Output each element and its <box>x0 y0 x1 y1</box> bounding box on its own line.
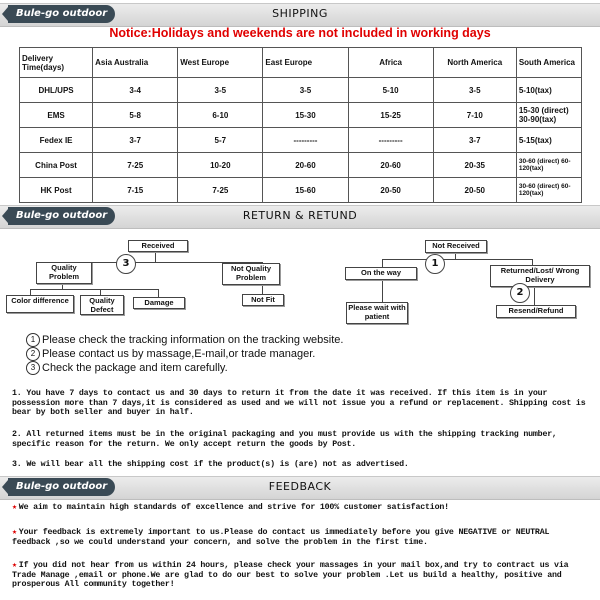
received-box: Received <box>128 240 188 252</box>
policy-paragraph-1: 1. You have 7 days to contact us and 30 days to return it from the date it was received. If this item is in your possession more than 7 days,it is considered as used and we will not issue you a refund or replacement. Shipping cost is bear by both seller and buyer in half. <box>12 389 586 418</box>
step-line-3 <box>26 361 228 375</box>
table-cell: 7-15 <box>93 178 178 203</box>
table-cell: 20-50 <box>433 178 516 203</box>
table-cell: 7-25 <box>178 178 263 203</box>
returns-title: RETURN & RETUND <box>242 209 358 222</box>
table-cell: 5-10 <box>348 78 433 103</box>
feedback-text: If you did not hear from us within 24 hours, please check your massages in your mail box,and try to contract us via Trade Manage ,email or phone.We are glad to do our best to solve your problem .Let us build a healthy, positive and prosperous All community together! <box>12 561 569 590</box>
policy-paragraph-2: 2. All returned items must be in the original packaging and you must provide us with the shipping tracking number, specific reason for the return. We only accept return the goods by Post. <box>12 430 557 449</box>
table-cell: 3-7 <box>433 128 516 153</box>
step-text: Please contact us by massage,E-mail,or trade manager. <box>42 347 316 360</box>
table-cell: 3-5 <box>178 78 263 103</box>
table-cell: 30-60 (direct) 60-120(tax) <box>516 153 581 178</box>
step-number: 2 <box>26 347 40 361</box>
star-icon: ★ <box>12 503 17 512</box>
table-cell: 3-5 <box>433 78 516 103</box>
brand-logo: Bule-go outdoor <box>8 478 115 496</box>
table-cell: 20-60 <box>263 153 348 178</box>
table-header-cell: East Europe <box>263 48 348 78</box>
step-text: Check the package and item carefully. <box>42 361 228 374</box>
please-wait-box: Please wait with patient <box>346 302 408 324</box>
step-line-2 <box>26 347 315 361</box>
brand-logo: Bule-go outdoor <box>8 5 115 23</box>
step-number: 1 <box>26 333 40 347</box>
shipping-header-band <box>0 3 600 27</box>
not-fit-box: Not Fit <box>242 294 284 306</box>
table-header-cell: Africa <box>348 48 433 78</box>
star-icon: ★ <box>12 561 17 570</box>
table-header-cell: Delivery Time(days) <box>20 48 93 78</box>
step-number: 3 <box>26 361 40 375</box>
table-cell: 15-60 <box>263 178 348 203</box>
feedback-text: Your feedback is extremely important to us.Please do contact us immediately before you give NEGATIVE or NEUTRAL feedback ,so we could understand your concern, and solve the problem in the first time. <box>12 528 550 547</box>
feedback-text: We aim to maintain high standards of excellence and strive for 100% customer satisfaction! <box>18 503 449 512</box>
policy-paragraph-3: 3. We will bear all the shipping cost if the product(s) is (are) not as advertised. <box>12 460 409 469</box>
table-cell: 30-60 (direct) 60-120(tax) <box>516 178 581 203</box>
table-cell: 3-4 <box>93 78 178 103</box>
step-3-circle: 3 <box>116 254 136 274</box>
table-header-cell: Asia Australia <box>93 48 178 78</box>
star-icon: ★ <box>12 528 17 537</box>
step-line-1 <box>26 333 343 347</box>
table-cell: 3-7 <box>93 128 178 153</box>
table-cell: 20-35 <box>433 153 516 178</box>
returns-header-band <box>0 205 600 229</box>
step-text: Please check the tracking information on the tracking website. <box>42 333 344 346</box>
color-difference-box: Color difference <box>6 295 74 313</box>
step-1-circle: 1 <box>425 254 445 274</box>
carrier-name: HK Post <box>20 178 93 203</box>
table-cell: 5-8 <box>93 103 178 128</box>
table-cell: --------- <box>263 128 348 153</box>
carrier-name: DHL/UPS <box>20 78 93 103</box>
table-cell: 7-25 <box>93 153 178 178</box>
shipping-notice: Notice:Holidays and weekends are not included in working days <box>109 26 491 40</box>
carrier-name: China Post <box>20 153 93 178</box>
quality-problem-box: Quality Problem <box>36 262 92 284</box>
feedback-header-band <box>0 476 600 500</box>
resend-refund-box: Resend/Refund <box>496 305 576 318</box>
table-cell: 15-30 <box>263 103 348 128</box>
table-row <box>20 153 582 178</box>
damage-box: Damage <box>133 297 185 309</box>
shipping-title: SHIPPING <box>272 7 328 20</box>
table-header-cell: West Europe <box>178 48 263 78</box>
table-row <box>20 128 582 153</box>
table-cell: 20-50 <box>348 178 433 203</box>
carrier-name: Fedex IE <box>20 128 93 153</box>
table-cell: 7-10 <box>433 103 516 128</box>
table-cell: 3-5 <box>263 78 348 103</box>
table-cell: 5-15(tax) <box>516 128 581 153</box>
table-cell: 15-30 (direct) 30-90(tax) <box>516 103 581 128</box>
table-cell: 5-10(tax) <box>516 78 581 103</box>
on-the-way-box: On the way <box>345 267 417 280</box>
table-header-row <box>20 48 582 78</box>
feedback-item-3 <box>12 561 590 590</box>
feedback-title: FEEDBACK <box>268 480 332 493</box>
shipping-table <box>19 47 582 203</box>
table-row <box>20 78 582 103</box>
table-row <box>20 103 582 128</box>
table-header-cell: North America <box>433 48 516 78</box>
table-cell: 20-60 <box>348 153 433 178</box>
table-cell: 15-25 <box>348 103 433 128</box>
feedback-item-1 <box>12 503 590 513</box>
not-received-box: Not Received <box>425 240 487 253</box>
table-cell: 10-20 <box>178 153 263 178</box>
carrier-name: EMS <box>20 103 93 128</box>
feedback-item-2 <box>12 528 590 547</box>
table-cell: 5-7 <box>178 128 263 153</box>
quality-defect-box: Quality Defect <box>80 295 124 315</box>
table-row <box>20 178 582 203</box>
step-2-circle: 2 <box>510 283 530 303</box>
not-quality-problem-box: Not Quality Problem <box>222 263 280 285</box>
returned-lost-box: Returned/Lost/ Wrong Delivery <box>490 265 590 287</box>
table-cell: 6-10 <box>178 103 263 128</box>
table-header-cell: South America <box>516 48 581 78</box>
table-cell: --------- <box>348 128 433 153</box>
brand-logo: Bule-go outdoor <box>8 207 115 225</box>
